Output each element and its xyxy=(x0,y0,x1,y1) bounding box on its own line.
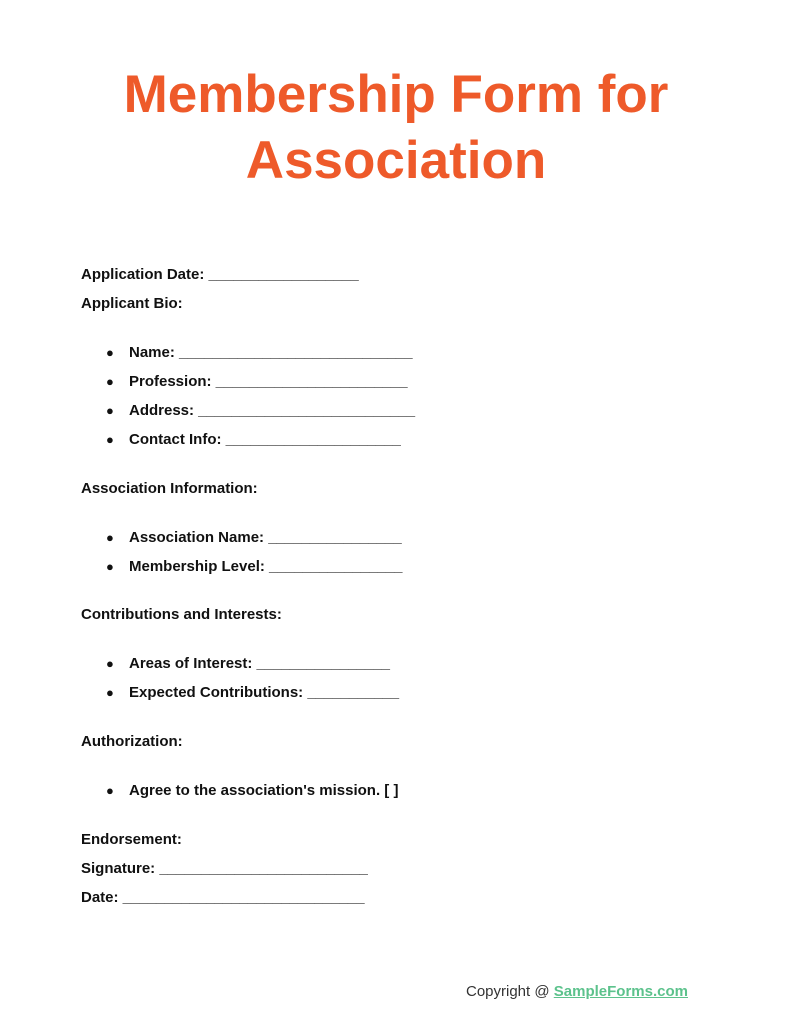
list-item-label: Name: ____________________________ xyxy=(129,344,413,361)
list-item-membership-level xyxy=(106,557,403,577)
application-date-field: Application Date: __________________ xyxy=(81,266,359,283)
copyright-prefix: Copyright @ xyxy=(466,983,554,1000)
bullet-icon: ● xyxy=(106,374,114,389)
bullet-icon: ● xyxy=(106,783,114,798)
list-item-label: Agree to the association's mission. [ ] xyxy=(129,782,399,799)
list-item-name xyxy=(106,343,413,363)
form-title: Membership Form for Association xyxy=(123,65,669,190)
bullet-icon: ● xyxy=(106,559,114,574)
list-item-label: Profession: _______________________ xyxy=(129,373,408,390)
list-item-expected-contributions xyxy=(106,683,399,703)
bullet-icon: ● xyxy=(106,656,114,671)
sampleforms-link[interactable]: SampleForms.com xyxy=(553,983,688,1000)
endorsement-heading: Endorsement: xyxy=(81,831,182,848)
list-item-contact-info xyxy=(106,430,401,450)
bullet-icon: ● xyxy=(106,432,114,447)
list-item-association-name xyxy=(106,528,402,548)
list-item-label: Address: __________________________ xyxy=(129,402,416,419)
association-information-heading: Association Information: xyxy=(81,480,258,497)
list-item-label: Areas of Interest: ________________ xyxy=(129,655,391,672)
list-item-address xyxy=(106,401,415,421)
bullet-icon: ● xyxy=(106,403,114,418)
applicant-bio-heading: Applicant Bio: xyxy=(81,295,183,312)
list-item-label: Contact Info: _____________________ xyxy=(129,431,401,448)
list-item-agree-mission xyxy=(106,781,398,801)
list-item-label: Association Name: ________________ xyxy=(129,529,402,546)
signature-field: Signature: _________________________ xyxy=(81,860,368,877)
authorization-heading: Authorization: xyxy=(81,733,183,750)
list-item-label: Expected Contributions: ___________ xyxy=(129,684,400,701)
date-field: Date: _____________________________ xyxy=(81,889,365,906)
copyright-footer xyxy=(466,982,688,1002)
list-item-profession xyxy=(106,372,408,392)
list-item-label: Membership Level: ________________ xyxy=(129,558,403,575)
contributions-heading: Contributions and Interests: xyxy=(81,606,282,623)
bullet-icon: ● xyxy=(106,345,114,360)
bullet-icon: ● xyxy=(106,530,114,545)
bullet-icon: ● xyxy=(106,685,114,700)
list-item-areas-of-interest xyxy=(106,654,390,674)
